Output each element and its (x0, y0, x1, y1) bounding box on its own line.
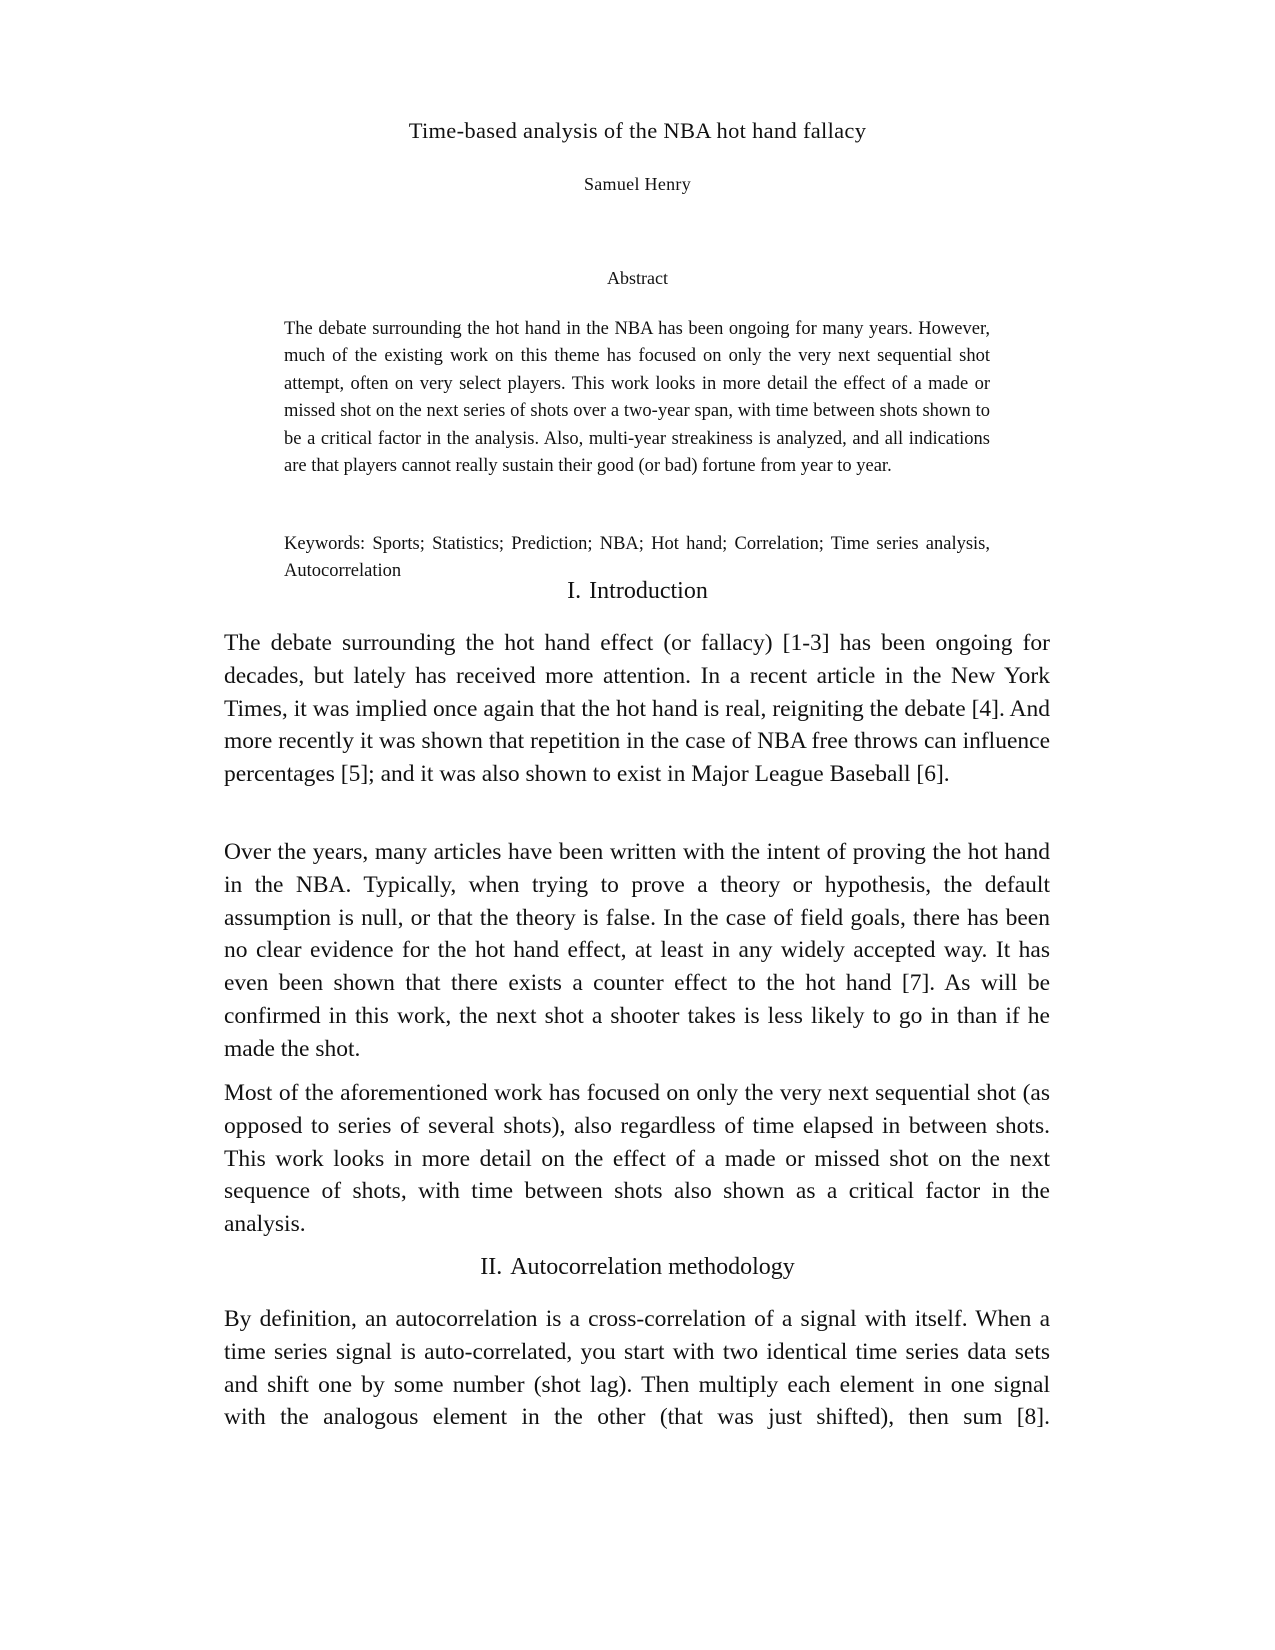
intro-paragraph-2: Over the years, many articles have been written with the intent of proving the hot hand in the NBA. Typically, when trying to prove a theory or hypothesis, the default assumption is null, or that the theory is false. In the case of field goals, there has been no clear evidence for the hot hand effect, at least in any widely accepted way. It has even been shown that there exists a counter effect to the hot hand [7]. As will be confirmed in this work, the next shot a shooter takes is less likely to go in than if he made the shot. (224, 839, 1050, 1062)
intro-paragraph-1: The debate surrounding the hot hand effect (or fallacy) [1-3] has been ongoing for decades, but lately has received more attention. In a recent article in the New York Times, it was implied once again that the hot hand is real, reigniting the debate [4]. And more recently it was shown that repetition in the case of NBA free throws can influence percentages [5]; and it was also shown to exist in Major League Baseball [6]. (224, 630, 1050, 788)
section-heading-autocorrelation (0, 1254, 1275, 1281)
section-title: Autocorrelation methodology (510, 1254, 795, 1280)
intro-paragraph-3: Most of the aforementioned work has focused on only the very next sequential shot (as opposed to series of several shots), also regardless of time elapsed in between shots. This work looks in more detail on the effect of a made or missed shot on the next sequence of shots, with time between shots also shown as a critical factor in the analysis. (224, 1080, 1050, 1238)
abstract-heading: Abstract (607, 268, 668, 288)
methodology-paragraph-1: By definition, an autocorrelation is a cross-correlation of a signal with itself. When a time series signal is auto-correlated, you start with two identical time series data sets and shift one by some number (shot lag). Then multiply each element in one signal with the analogous element in the other (that was just shifted), then sum [8]. (224, 1306, 1050, 1431)
section-number: I. (567, 578, 582, 604)
keywords: Keywords: Sports; Statistics; Prediction; NBA; Hot hand; Correlation; Time series analysis, Autocorrelation (284, 534, 990, 582)
section-number: II. (480, 1254, 503, 1280)
paper-title: Time-based analysis of the NBA hot hand fallacy (408, 118, 867, 143)
section-heading-introduction (0, 578, 1275, 605)
paper-author: Samuel Henry (583, 174, 692, 194)
abstract-text: The debate surrounding the hot hand in the NBA has been ongoing for many years. However, much of the existing work on this theme has focused on only the very next sequential shot attempt, often on very select players. This work looks in more detail the effect of a made or missed shot on the next series of shots over a two-year span, with time between shots shown to be a critical factor in the analysis. Also, multi-year streakiness is analyzed, and all indications are that players cannot really sustain their good (or bad) fortune from year to year. (284, 319, 990, 477)
section-title: Introduction (589, 578, 708, 604)
